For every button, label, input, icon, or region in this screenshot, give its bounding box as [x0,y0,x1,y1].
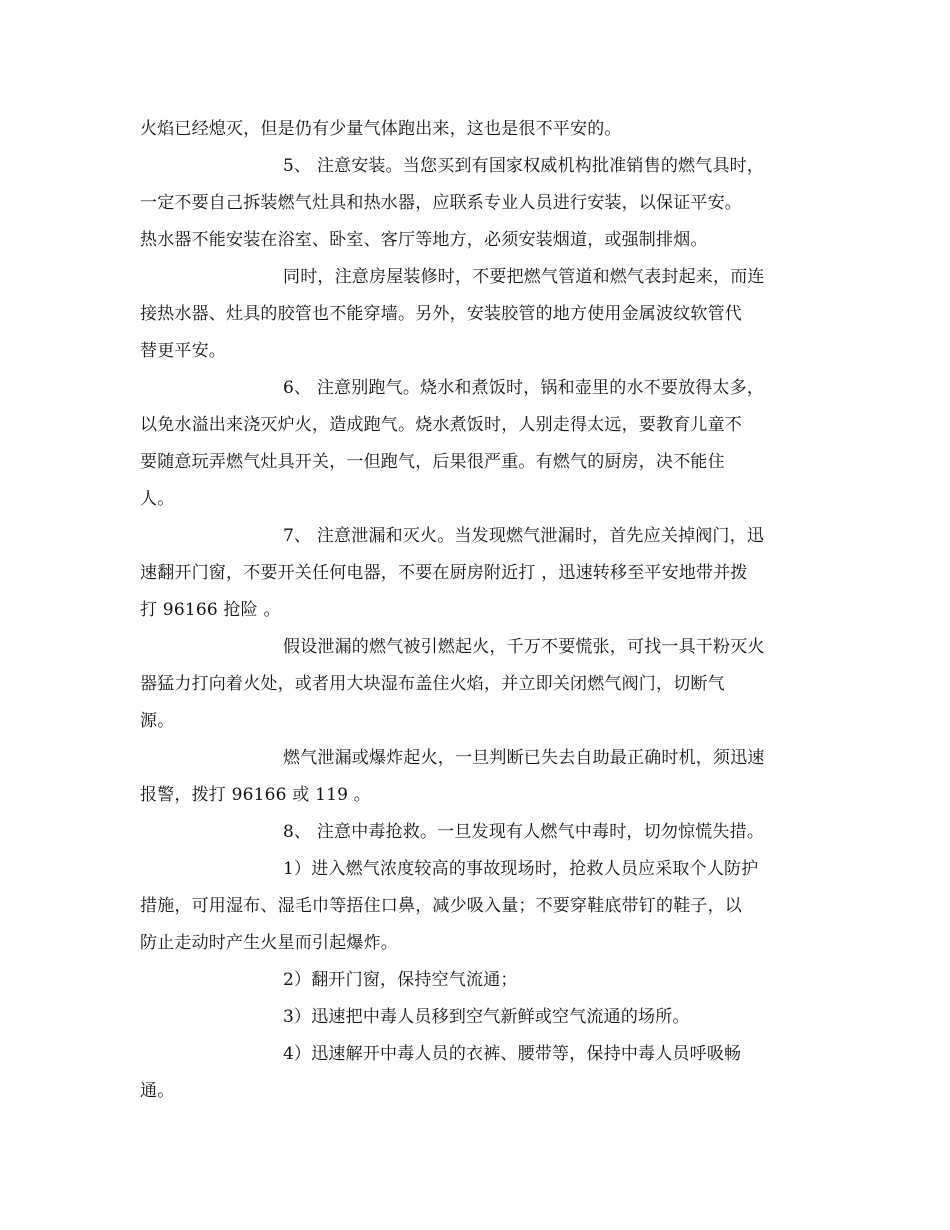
text-line: 速翻开门窗，不要开关任何电器，不要在厨房附近打 ，迅速转移至平安地带并拨 [140,563,748,583]
text-line: 以免水溢出来浇灭炉火，造成跑气。烧水煮饭时，人别走得太远，要教育儿童不 [140,415,742,435]
text-line: 3）迅速把中毒人员移到空气新鲜或空气流通的场所。 [283,1007,690,1027]
text-line: 打 96166 抢险 。 [140,600,281,620]
text-line: 源。 [140,711,175,731]
text-line: 要随意玩弄燃气灶具开关，一但跑气，后果很严重。有燃气的厨房，决不能住 [140,452,725,472]
text-line: 1）进入燃气浓度较高的事故现场时，抢救人员应采取个人防护 [283,859,759,879]
text-line: 人。 [140,489,175,509]
text-line: 燃气泄漏或爆炸起火，一旦判断已失去自助最正确时机，须迅速 [283,748,765,768]
text-line: 接热水器、灶具的胶管也不能穿墙。另外，安装胶管的地方使用金属波纹软管代 [140,304,742,324]
text-line: 火焰已经熄灭，但是仍有少量气体跑出来，这也是很不平安的。 [140,119,622,139]
text-line: 报警，拨打 96166 或 119 。 [140,785,371,805]
text-line: 热水器不能安装在浴室、卧室、客厅等地方，必须安装烟道，或强制排烟。 [140,230,708,250]
text-line: 器猛力打向着火处，或者用大块湿布盖住火焰，并立即关闭燃气阀门，切断气 [140,674,725,694]
text-line: 替更平安。 [140,341,226,361]
text-line: 5、 注意安装。当您买到有国家权威机构批准销售的燃气具时， [283,156,765,176]
text-line: 8、 注意中毒抢救。一旦发现有人燃气中毒时，切勿惊慌失措。 [283,822,765,842]
text-line: 7、 注意泄漏和灭火。当发现燃气泄漏时，首先应关掉阀门，迅 [283,526,765,546]
text-line: 假设泄漏的燃气被引燃起火，千万不要慌张，可找一具干粉灭火 [283,637,765,657]
text-line: 同时，注意房屋装修时，不要把燃气管道和燃气表封起来，而连 [283,267,765,287]
text-line: 4）迅速解开中毒人员的衣裤、腰带等，保持中毒人员呼吸畅 [283,1044,742,1064]
text-line: 2）翻开门窗，保持空气流通； [283,970,518,990]
text-line: 一定不要自己拆装燃气灶具和热水器，应联系专业人员进行安装，以保证平安。 [140,193,742,213]
text-line: 6、 注意别跑气。烧水和煮饭时，锅和壶里的水不要放得太多， [283,378,765,398]
text-line: 措施，可用湿布、湿毛巾等捂住口鼻，减少吸入量；不要穿鞋底带钉的鞋子，以 [140,896,742,916]
text-line: 通。 [140,1081,175,1101]
text-line: 防止走动时产生火星而引起爆炸。 [140,933,398,953]
